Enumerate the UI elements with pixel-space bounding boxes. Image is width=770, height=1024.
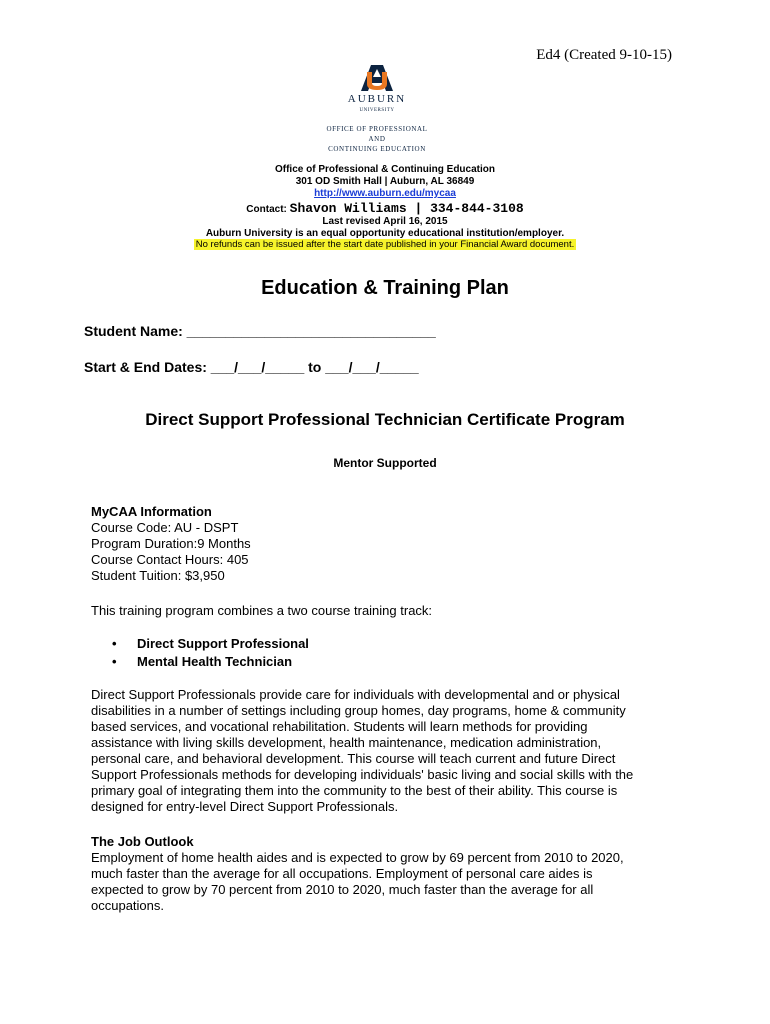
description-line: personal care, and behavioral development. This course will teach current and future Direct	[91, 751, 616, 766]
bullet-icon: •	[112, 654, 117, 669]
program-duration: Program Duration:9 Months	[91, 536, 251, 551]
auburn-au-emblem-icon	[357, 62, 397, 92]
office-name: Office of Professional & Continuing Education	[274, 164, 495, 175]
job-outlook-line: much faster than the average for all occupations. Employment of personal care aides is	[91, 866, 593, 881]
description-line: designed for entry-level Direct Support Professionals.	[91, 799, 399, 814]
auburn-logo	[326, 62, 428, 153]
student-name-field[interactable]: Student Name: ________________________________	[84, 323, 436, 339]
logo-office-line: CONTINUING EDUCATION	[328, 145, 426, 153]
job-outlook-line: expected to grow by 70 percent from 2010 to 2020, much faster than the average for all	[91, 882, 594, 897]
logo-wordmark: AUBURN	[347, 93, 407, 105]
job-outlook-line: occupations.	[91, 898, 164, 913]
track-label: Direct Support Professional	[137, 636, 309, 651]
logo-tagline: UNIVERSITY	[359, 108, 395, 113]
description-line: primary goal of integrating them into the community to the best of their ability. This course is	[91, 783, 618, 798]
track-list	[112, 635, 309, 671]
description-line: based services, and vocational rehabilitation. Students will learn methods for providing	[91, 719, 588, 734]
start-end-dates-field[interactable]: Start & End Dates: ___/___/_____ to ___/___/_____	[84, 359, 419, 375]
description-line: Support Professionals methods for developing individuals' basic living and social skills with the	[91, 767, 634, 782]
website-link[interactable]: http://www.auburn.edu/mycaa	[314, 188, 456, 199]
contact-hours: Course Contact Hours: 405	[91, 552, 249, 567]
list-item	[112, 635, 309, 653]
description-line: assistance with living skills development, health maintenance, medication administration,	[91, 735, 602, 750]
logo-office-text	[321, 124, 433, 154]
track-label: Mental Health Technician	[137, 654, 293, 669]
student-tuition: Student Tuition: $3,950	[91, 568, 225, 583]
program-title: Direct Support Professional Technician Certificate Program	[145, 410, 625, 429]
course-code: Course Code: AU - DSPT	[91, 520, 239, 535]
office-address: 301 OD Smith Hall | Auburn, AL 36849	[295, 176, 475, 187]
intro-text: This training program combines a two course training track:	[91, 603, 433, 618]
bullet-icon: •	[112, 636, 117, 651]
mycaa-heading: MyCAA Information	[91, 504, 212, 519]
edition-label: Ed4 (Created 9-10-15)	[536, 47, 672, 63]
job-outlook	[91, 834, 681, 914]
job-outlook-heading: The Job Outlook	[91, 834, 194, 849]
refund-notice: No refunds can be issued after the start date published in your Financial Award document.	[195, 239, 575, 250]
list-item	[112, 653, 309, 671]
program-description	[91, 687, 681, 815]
revised-date: Last revised April 16, 2015	[322, 216, 448, 227]
page-title: Education & Training Plan	[261, 277, 509, 299]
description-line: Direct Support Professionals provide care for individuals with developmental and or physical	[91, 687, 620, 702]
description-line: disabilities in a number of settings including group homes, day programs, home & community	[91, 703, 626, 718]
mycaa-info	[91, 504, 681, 584]
job-outlook-line: Employment of home health aides and is expected to grow by 69 percent from 2010 to 2020,	[91, 850, 624, 865]
mentor-label: Mentor Supported	[333, 456, 437, 470]
contact-value: Shavon Williams | 334-844-3108	[289, 201, 524, 216]
contact-label: Contact:	[246, 204, 287, 215]
equal-opportunity-statement: Auburn University is an equal opportunity educational institution/employer.	[205, 228, 565, 239]
logo-office-line: OFFICE OF PROFESSIONAL AND	[326, 125, 428, 143]
